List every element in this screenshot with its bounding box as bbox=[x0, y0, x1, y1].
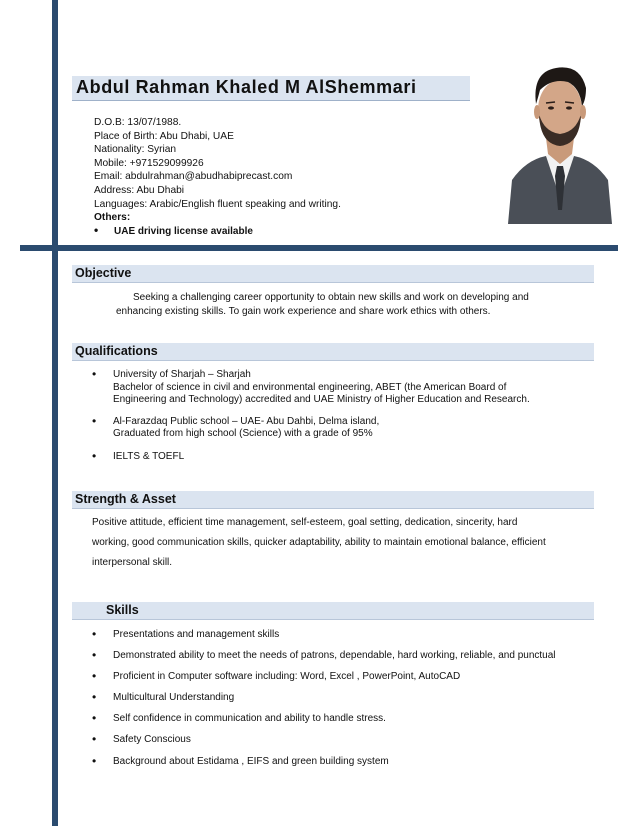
qualification-line: • Al-Farazdaq Public school – UAE- Abu Dahbi, Delma island, bbox=[113, 415, 380, 427]
profile-photo-image bbox=[506, 48, 614, 224]
others-label: Others: bbox=[94, 212, 131, 224]
horizontal-accent-bar bbox=[20, 245, 618, 251]
section-title: Skills bbox=[106, 603, 139, 617]
strength-text bbox=[92, 513, 594, 573]
list-item: • Background about Estidama , EIFS and green building system bbox=[92, 756, 556, 769]
qualification-line: Graduated from high school (Science) with a grade of 95% bbox=[113, 428, 373, 439]
left-accent-bar bbox=[52, 0, 58, 826]
objective-line: enhancing existing skills. To gain work experience and share work ethics with others. bbox=[116, 306, 491, 317]
qualification-line: • University of Sharjah – Sharjah bbox=[113, 369, 251, 380]
skills-heading bbox=[72, 602, 594, 620]
qualifications-heading bbox=[72, 343, 594, 361]
skills-list bbox=[92, 629, 556, 777]
objective-text bbox=[116, 291, 529, 319]
list-item bbox=[92, 451, 530, 464]
languages: Languages: Arabic/English fluent speaking and writing. bbox=[94, 198, 341, 210]
objective-line: Seeking a challenging career opportunity to obtain new skills and work on developing and bbox=[133, 292, 529, 303]
list-item: • Presentations and management skills bbox=[92, 629, 556, 642]
qualification-line: Bachelor of science in civil and environmental engineering, ABET (the American Board of bbox=[113, 381, 507, 393]
list-item bbox=[92, 416, 530, 441]
qualifications-list bbox=[92, 369, 530, 463]
qualification-line: Engineering and Technology) accredited and UAE Ministry of Higher Education and Research. bbox=[113, 394, 530, 405]
qualification-line: • IELTS & TOEFL bbox=[113, 450, 185, 462]
strength-line: Positive attitude, efficient time management, self-esteem, goal setting, dedication, sincerity, hard bbox=[92, 517, 518, 528]
list-item: • Proficient in Computer software including: Word, Excel , PowerPoint, AutoCAD bbox=[92, 671, 556, 684]
strength-line: working, good communication skills, quicker adaptability, ability to maintain emotional balance, efficient bbox=[92, 537, 546, 548]
list-item: • Self confidence in communication and ability to handle stress. bbox=[92, 713, 556, 726]
candidate-name: Abdul Rahman Khaled M AlShemmari bbox=[76, 77, 417, 97]
list-item: • Demonstrated ability to meet the needs of patrons, dependable, hard working, reliable, and punctual bbox=[92, 650, 556, 663]
strength-line: interpersonal skill. bbox=[92, 557, 173, 568]
mobile: Mobile: +971529099926 bbox=[94, 157, 204, 169]
list-item: • UAE driving license available bbox=[94, 225, 341, 239]
profile-photo bbox=[506, 48, 614, 224]
list-item bbox=[92, 369, 530, 407]
list-item: • Multicultural Understanding bbox=[92, 692, 556, 705]
nationality: Nationality: Syrian bbox=[94, 144, 177, 156]
personal-info bbox=[94, 116, 341, 238]
section-title: Qualifications bbox=[75, 344, 158, 358]
email: Email: abdulrahman@abudhabiprecast.com bbox=[94, 171, 293, 183]
section-title: Objective bbox=[75, 266, 132, 280]
list-item: • Safety Conscious bbox=[92, 734, 556, 747]
strength-heading bbox=[72, 491, 594, 509]
objective-heading bbox=[72, 265, 594, 283]
others-list bbox=[94, 225, 341, 239]
section-title: Strength & Asset bbox=[75, 492, 176, 506]
address: Address: Abu Dhabi bbox=[94, 184, 185, 196]
dob: D.O.B: 13/07/1988. bbox=[94, 117, 182, 128]
birthplace: Place of Birth: Abu Dhabi, UAE bbox=[94, 130, 234, 142]
